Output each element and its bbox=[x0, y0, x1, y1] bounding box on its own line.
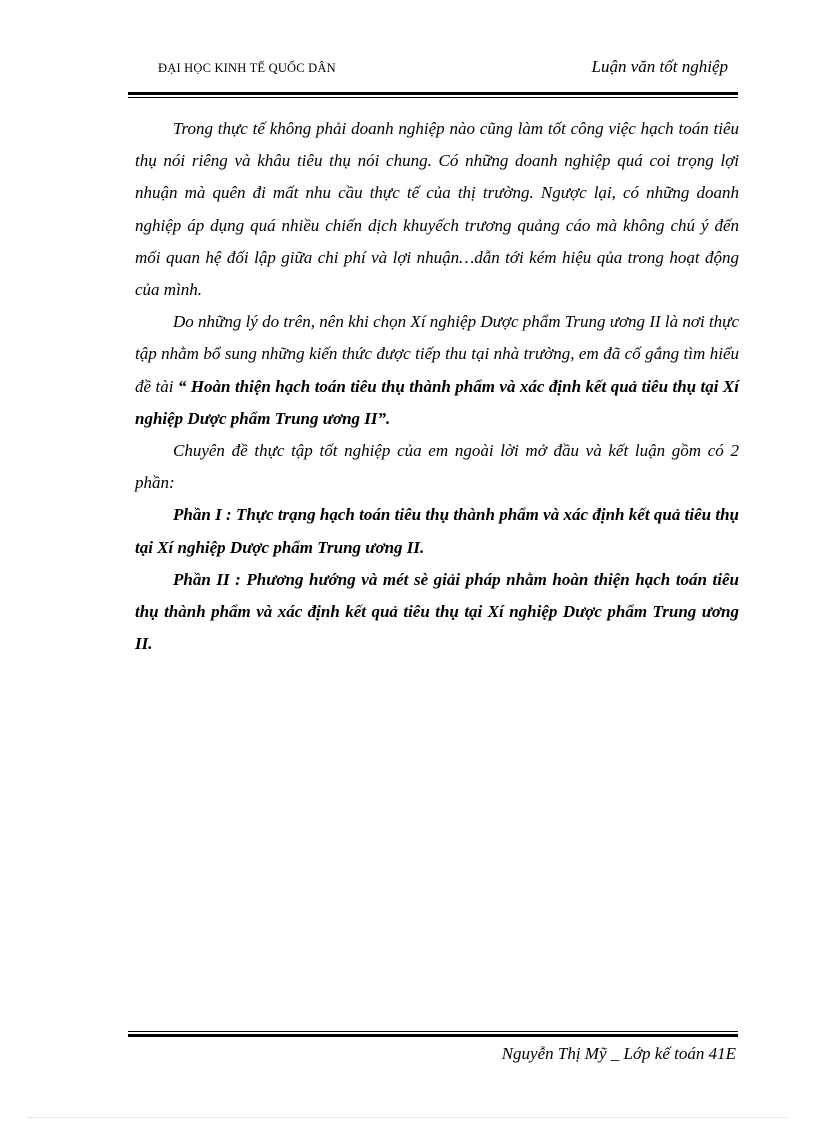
paragraph-1: Trong thực tế không phải doanh nghiệp nào cũng làm tốt công việc hạch toán tiêu thụ nói riêng và khâu tiêu thụ nói chung. Có những doanh nghiệp quá coi trọng lợi nhuận mà quên đi mất nhu cầu thực tế của thị trường. Ngược lại, có những doanh nghiệp áp dụng quá nhiều chiến dịch khuyếch trương quảng cáo mà không chú ý đến mối quan hệ đối lập giữa chi phí và lợi nhuận…dẫn tới kém hiệu qủa trong hoạt động của mình. bbox=[135, 119, 739, 300]
paragraph-2 bbox=[135, 306, 739, 435]
paragraph-3: Chuyên đề thực tập tốt nghiệp của em ngoài lời mở đầu và kết luận gồm có 2 phần: bbox=[135, 441, 739, 493]
header-rule-thin bbox=[128, 97, 738, 98]
page-header bbox=[128, 56, 738, 84]
page-bottom-edge bbox=[28, 1117, 788, 1118]
thesis-topic: “ Hoàn thiện hạch toán tiêu thụ thành phẩm và xác định kết quả tiêu thụ tại Xí nghiệp Dược phẩm Trung ương II”. bbox=[135, 376, 739, 428]
footer-author: Nguyễn Thị Mỹ _ Lớp kế toán 41E bbox=[501, 1044, 736, 1063]
footer-rule-thick bbox=[128, 1034, 738, 1037]
header-rule-thick bbox=[128, 92, 738, 95]
document-type: Luận văn tốt nghiệp bbox=[591, 57, 728, 76]
part-1: Phần I : Thực trạng hạch toán tiêu thụ thành phẩm và xác định kết quả tiêu thụ tại Xí nghiệp Dược phẩm Trung ương II. bbox=[135, 505, 739, 557]
paragraph-2-lead: Do những lý do trên, nên khi chọn Xí nghiệp Dược phẩm Trung ương II là nơi thực tập nhằm bổ sung những kiến thức được tiếp thu tại nhà trường, em đã cố gắng tìm hiểu đề tài bbox=[135, 312, 739, 396]
body-text bbox=[135, 113, 739, 660]
part-2: Phần II : Phương hướng và mét sè giải pháp nhằm hoàn thiện hạch toán tiêu thụ thành phẩm và xác định kết quả tiêu thụ tại Xí nghiệp Dược phẩm Trung ương II. bbox=[135, 569, 739, 654]
footer-rule-thin bbox=[128, 1031, 738, 1032]
university-name: ĐẠI HỌC KINH TẾ QUỐC DÂN bbox=[158, 61, 336, 75]
